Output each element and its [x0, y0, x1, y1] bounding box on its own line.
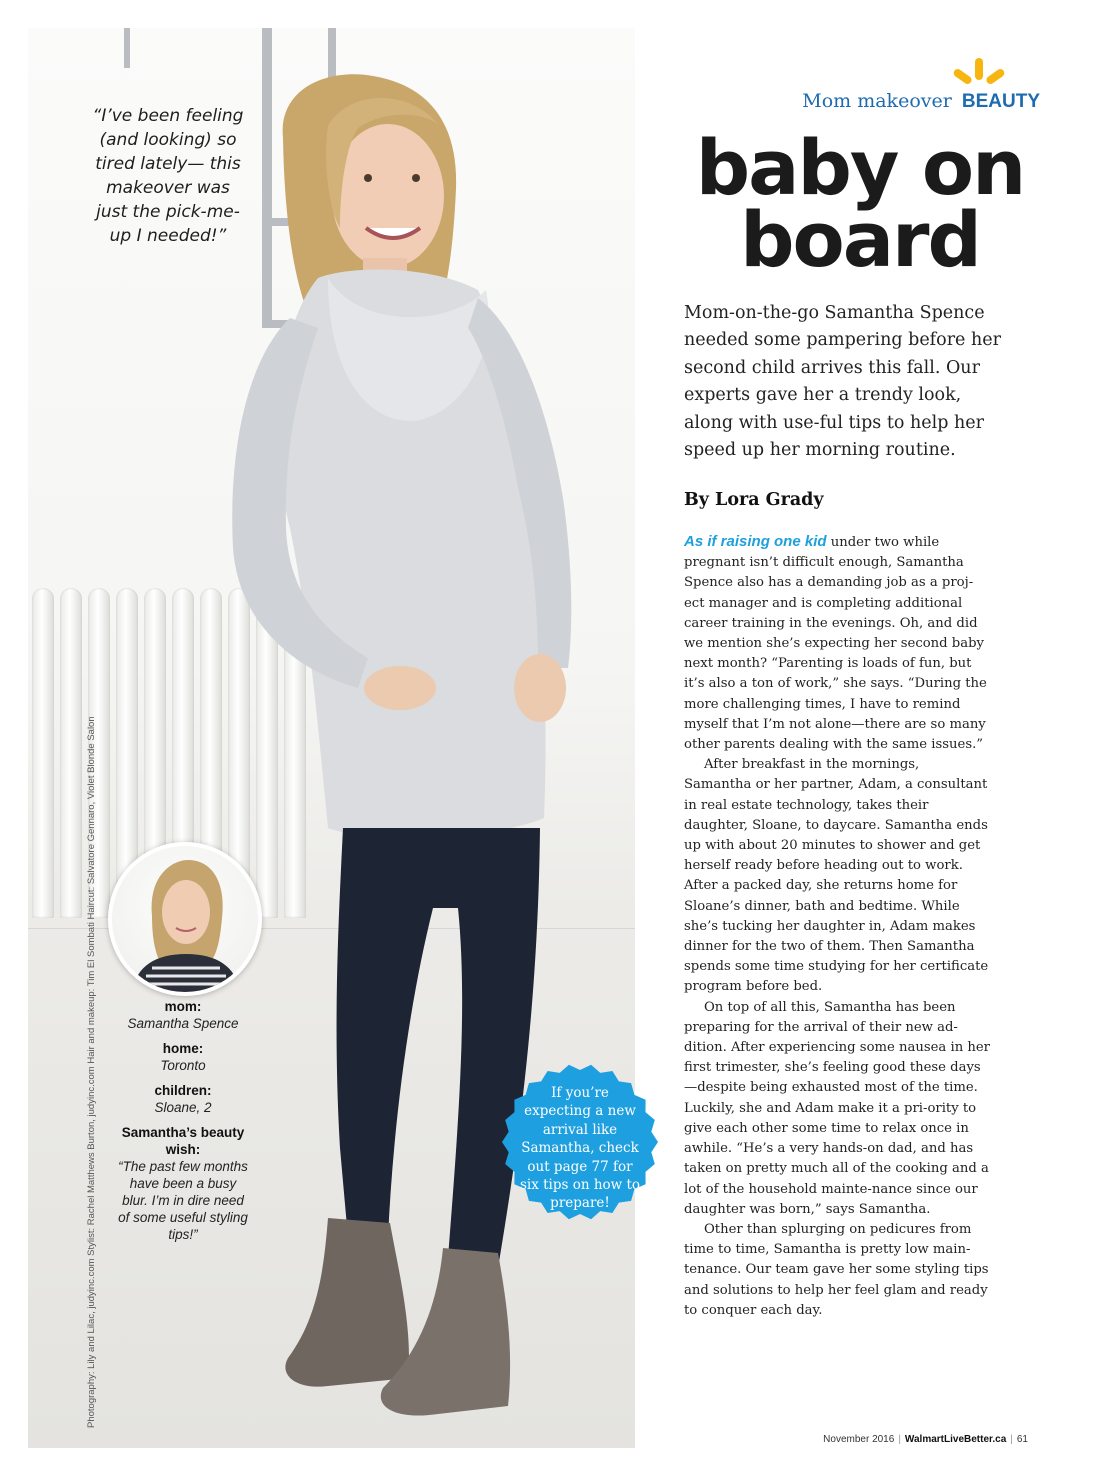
article-body — [684, 532, 990, 1321]
children-label: children: — [154, 1083, 212, 1098]
mom-label: mom: — [164, 999, 202, 1014]
beauty-wish-value: “The past few months have been a busy blur. I’m in dire need of some useful styling tips!” — [118, 1159, 248, 1242]
home-label: home: — [162, 1041, 204, 1056]
byline: By Lora Grady — [684, 490, 824, 510]
section-category: BEAUTY — [961, 91, 1040, 112]
body-paragraph-1-text: under two while pregnant isn’t difficult enough, Samantha Spence also has a demanding job as a proj-ect manager and is completing additional career training in the evenings. Oh, and did we mention she’s expecting her second baby next month? “Parenting is loads of fun, but it’s also a ton of work,” she says. “During the more challenging times, I have to remind myself that I’m not alone—there are so many other parents dealing with the same issues.” — [684, 535, 987, 753]
badge-text: If you’re expecting a new arrival like Samantha, check out page 77 for six tips on how to prepare! — [519, 1085, 641, 1212]
lead-in: As if raising one kid — [684, 533, 827, 550]
article-dek: Mom-on-the-go Samantha Spence needed some pampering before her second child arrives this fall. Our experts gave her a trendy look, along with use-ful tips to help her speed up her morning routine. — [684, 303, 1001, 461]
home-value: Toronto — [160, 1058, 206, 1073]
title-line-1: baby on — [695, 123, 1025, 212]
pull-quote: “I’ve been feeling (and looking) so tired lately— this makeover was just the pick-me-up I needed!” — [92, 106, 244, 246]
website: WalmartLiveBetter.ca — [904, 1434, 1007, 1445]
title-line-2: board — [740, 195, 980, 284]
body-paragraph-3: On top of all this, Samantha has been preparing for the arrival of their new ad-dition. After experiencing some nausea in her first trimester, she’s feeling good these days—despite being exhausted most of the time. Luckily, she and Adam make it a pri-ority to give each other some time to relax once in awhile. “He’s a very hands-on dad, and has taken on pretty much all of the cooking and a lot of the household mainte-nance since our daughter was born,” says Samantha. — [684, 999, 990, 1217]
tip-badge — [500, 1062, 660, 1222]
beauty-wish-label: Samantha’s beauty wish: — [121, 1125, 245, 1157]
before-portrait — [112, 846, 258, 992]
section-header — [740, 90, 1040, 113]
issue-date: November 2016 — [823, 1434, 895, 1445]
profile-facts — [118, 998, 248, 1243]
article-title — [660, 123, 1060, 284]
body-paragraph-1 — [684, 532, 990, 755]
children-value: Sloane, 2 — [154, 1100, 212, 1115]
before-photo-avatar — [108, 842, 262, 996]
photo-credit: Photography: Lily and Lilac, judyinc.com Stylist: Rachel Matthews Burton, judyinc.com Hair and makeup: Tim El Sombati Haircut: Salvatore Gennaro, Violet Blonde Salon — [86, 716, 97, 1428]
body-paragraph-2: After breakfast in the mornings, Samantha or her partner, Adam, a consultant in real estate technology, takes their daughter, Sloane, to daycare. Samantha ends up with about 20 minutes to shower and get herself ready before heading out to work. After a packed day, she returns home for Sloane’s dinner, bath and bedtime. While she’s tucking her daughter in, Adam makes dinner for the two of them. Then Samantha spends some time studying for her certificate program before bed. — [684, 757, 989, 995]
page-number: 61 — [1016, 1434, 1028, 1445]
page-folio: November 2016 | WalmartLiveBetter.ca | 61 — [823, 1434, 1028, 1445]
section-name: Mom makeover — [802, 90, 952, 112]
mom-value: Samantha Spence — [127, 1016, 239, 1031]
body-paragraph-4: Other than splurging on pedicures from time to time, Samantha is pretty low main-tenance. Our team gave her some styling tips and solutions to help her feel glam and ready to conquer each day. — [684, 1221, 989, 1318]
